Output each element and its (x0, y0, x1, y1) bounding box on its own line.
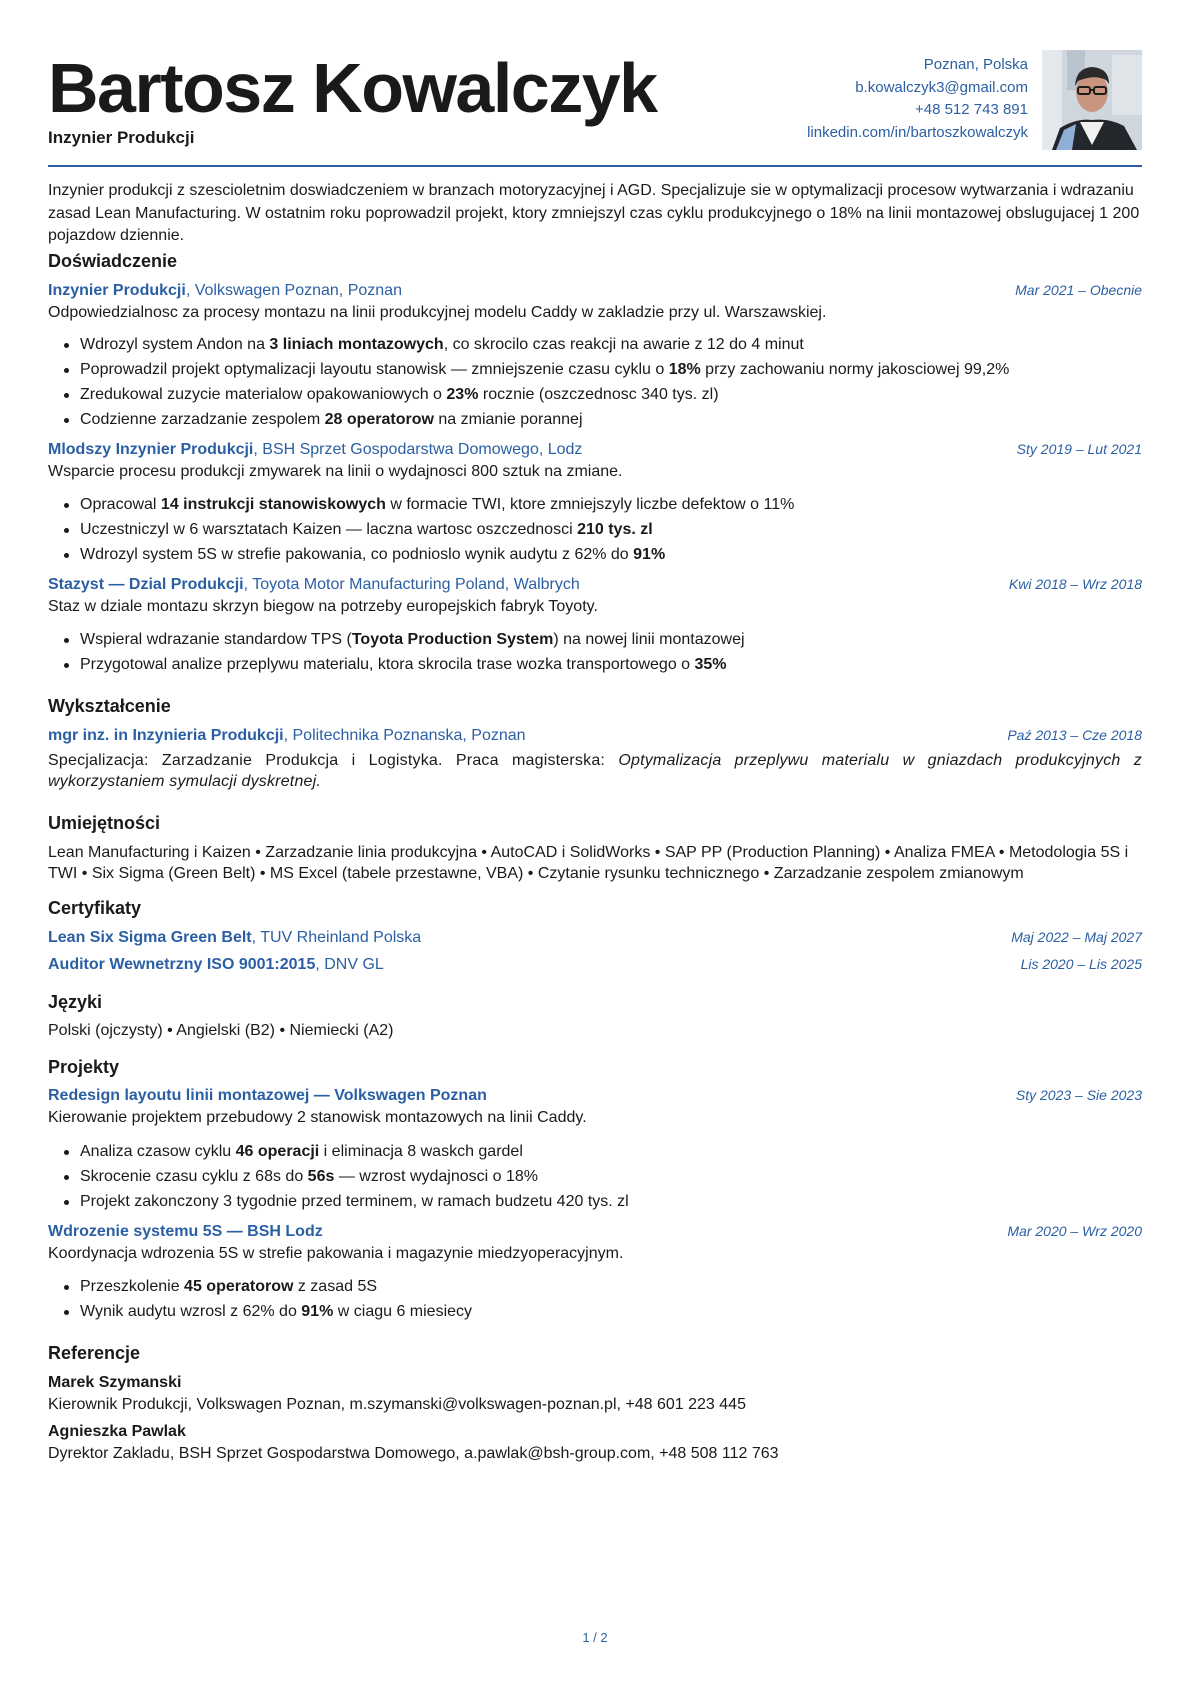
skills-list: Lean Manufacturing i Kaizen • Zarzadzanie linia produkcyjna • AutoCAD i SolidWorks • SAP PP (Production Planning) • Analiza FMEA • Metodologia 5S i TWI • Six Sigma (Green Belt) • MS Excel (tabele przestawne, VBA) • Czytanie rysunku technicznego • Zarzadzanie zespolem zmianowym (48, 844, 1129, 882)
project-date: Sty 2023 – Sie 2023 (1015, 1087, 1142, 1103)
contact-phone[interactable]: +48 512 743 891 (914, 101, 1028, 118)
school: , Politechnika Poznanska, Poznan (283, 727, 526, 744)
bullet-item: Przygotowal analize przeplywu materialu, ktora skrocila trase wozka transportowego o 35% (80, 652, 1140, 677)
project-bullets (80, 1139, 1140, 1214)
job-date: Kwi 2018 – Wrz 2018 (1008, 576, 1142, 592)
bullet-item: Wdrozyl system Andon na 3 liniach montazowych, co skrocilo czas reakcji na awarie z 12 do 4 minut (80, 332, 1140, 357)
job-role: Mlodszy Inzynier Produkcji (48, 441, 254, 458)
contact-block (807, 54, 1028, 144)
summary-text: Inzynier produkcji z szescioletnim doswiadczeniem w branzach motoryzacyjnej i AGD. Specjalizuje sie w optymalizacji procesow wytwarzania i wdrazaniu zasad Lean Manufacturing. W ostatnim roku poprowadzil projekt, ktory zmniejszyl czas cyklu produkcyjnego o 18% na linii montazowej obslugujacej 1 200 pojazdow dziennie. (48, 182, 1140, 244)
job-description: Wsparcie procesu produkcji zmywarek na linii o wydajnosci 800 sztuk na zmiane. (48, 463, 623, 480)
experience-entry-header (48, 576, 1142, 594)
languages-list: Polski (ojczysty) • Angielski (B2) • Niemiecki (A2) (48, 1022, 394, 1039)
job-date: Sty 2019 – Lut 2021 (1016, 441, 1142, 457)
bullet-item: Uczestniczyl w 6 warsztatach Kaizen — laczna wartosc oszczednosci 210 tys. zl (80, 517, 1140, 542)
section-title-skills: Umiejętności (48, 813, 161, 833)
resume-header (48, 0, 1142, 168)
reference-name: Marek Szymanski (48, 1374, 182, 1391)
project-name: Redesign layoutu linii montazowej — Volkswagen Poznan (48, 1087, 487, 1104)
certificate-date: Lis 2020 – Lis 2025 (1020, 956, 1142, 972)
bullet-item: Poprowadzil projekt optymalizacji layoutu stanowisk — zmniejszenie czasu cyklu o 18% przy zachowaniu normy jakosciowej 99,2% (80, 357, 1140, 382)
job-role: Stazyst — Dzial Produkcji (48, 576, 244, 593)
job-date: Mar 2021 – Obecnie (1015, 282, 1142, 298)
project-date: Mar 2020 – Wrz 2020 (1007, 1223, 1142, 1239)
header-divider (48, 165, 1142, 167)
resume-page (48, 0, 1142, 1683)
bullet-item: Codzienne zarzadzanie zespolem 28 operatorow na zmianie porannej (80, 407, 1140, 432)
job-bullets (80, 492, 1140, 567)
profile-photo (1042, 50, 1142, 150)
bullet-item: Projekt zakonczony 3 tygodnie przed terminem, w ramach budzetu 420 tys. zl (80, 1189, 1140, 1214)
section-title-references: Referencje (48, 1343, 141, 1363)
certificate-date: Maj 2022 – Maj 2027 (1011, 929, 1142, 945)
education-description: Specjalizacja: Zarzadzanie Produkcja i Logistyka. Praca magisterska: Optymalizacja przeplywu materialu w gniazdach produkcyjnych z wykorzystaniem symulacji dyskretnej. (48, 752, 1142, 790)
project-description: Koordynacja wdrozenia 5S w strefie pakowania i magazynie miedzyoperacyjnym. (48, 1245, 624, 1262)
job-bullets (80, 332, 1140, 432)
project-name: Wdrozenie systemu 5S — BSH Lodz (48, 1223, 323, 1240)
job-description: Odpowiedzialnosc za procesy montazu na linii produkcyjnej modelu Caddy w zakladzie przy ul. Warszawskiej. (48, 304, 827, 321)
candidate-name: Bartosz Kowalczyk (48, 49, 657, 127)
project-bullets (80, 1274, 1140, 1324)
section-title-experience: Doświadczenie (48, 251, 178, 271)
reference-name: Agnieszka Pawlak (48, 1423, 186, 1440)
page-number: 1 / 2 (582, 1630, 608, 1645)
experience-entry-header (48, 282, 1142, 300)
job-org: , Toyota Motor Manufacturing Poland, Walbrych (243, 576, 580, 593)
reference-info: Dyrektor Zakladu, BSH Sprzet Gospodarstwa Domowego, a.pawlak@bsh-group.com, +48 508 112 763 (48, 1445, 779, 1462)
bullet-item: Wdrozyl system 5S w strefie pakowania, co podnioslo wynik audytu z 62% do 91% (80, 542, 1140, 567)
bullet-item: Przeszkolenie 45 operatorow z zasad 5S (80, 1274, 1140, 1299)
bullet-item: Analiza czasow cyklu 46 operacji i eliminacja 8 waskch gardel (80, 1139, 1140, 1164)
bullet-item: Wspieral wdrazanie standardow TPS (Toyota Production System) na nowej linii montazowej (80, 627, 1140, 652)
education-date: Paź 2013 – Cze 2018 (1007, 727, 1142, 743)
certificate-name: Lean Six Sigma Green Belt (48, 929, 252, 946)
section-title-education: Wykształcenie (48, 696, 171, 716)
job-role: Inzynier Produkcji (48, 282, 186, 299)
certificate-entry (48, 929, 1142, 947)
contact-location: Poznan, Polska (923, 56, 1028, 73)
reference-info: Kierownik Produkcji, Volkswagen Poznan, m.szymanski@volkswagen-poznan.pl, +48 601 223 445 (48, 1396, 746, 1413)
section-title-projects: Projekty (48, 1057, 120, 1077)
contact-linkedin-link[interactable]: linkedin.com/in/bartoszkowalczyk (807, 123, 1028, 141)
job-description: Staz w dziale montazu skrzyn biegow na potrzeby europejskich fabryk Toyoty. (48, 598, 598, 615)
certificate-issuer: , TUV Rheinland Polska (251, 929, 422, 946)
project-entry-header (48, 1087, 1142, 1105)
bullet-item: Opracowal 14 instrukcji stanowiskowych w formacie TWI, ktore zmniejszyly liczbe defektow o 11% (80, 492, 1140, 517)
certificate-issuer: , DNV GL (315, 956, 384, 973)
project-entry-header (48, 1223, 1142, 1241)
contact-email-link[interactable]: b.kowalczyk3@gmail.com (855, 78, 1028, 96)
section-title-certificates: Certyfikaty (48, 898, 142, 918)
education-entry-header (48, 727, 1142, 745)
certificate-entry (48, 956, 1142, 974)
job-org: , BSH Sprzet Gospodarstwa Domowego, Lodz (253, 441, 583, 458)
job-bullets (80, 627, 1140, 677)
degree: mgr inz. in Inzynieria Produkcji (48, 727, 284, 744)
job-org: , Volkswagen Poznan, Poznan (185, 282, 402, 299)
certificate-name: Auditor Wewnetrzny ISO 9001:2015 (48, 956, 316, 973)
experience-entry-header (48, 441, 1142, 459)
bullet-item: Zredukowal zuzycie materialow opakowaniowych o 23% rocznie (oszczednosc 340 tys. zl) (80, 382, 1140, 407)
person-photo-icon (1042, 50, 1142, 150)
candidate-title: Inzynier Produkcji (48, 128, 195, 147)
section-title-languages: Języki (48, 992, 103, 1012)
bullet-item: Wynik audytu wzrosl z 62% do 91% w ciagu 6 miesiecy (80, 1299, 1140, 1324)
bullet-item: Skrocenie czasu cyklu z 68s do 56s — wzrost wydajnosci o 18% (80, 1164, 1140, 1189)
project-description: Kierowanie projektem przebudowy 2 stanowisk montazowych na linii Caddy. (48, 1109, 587, 1126)
